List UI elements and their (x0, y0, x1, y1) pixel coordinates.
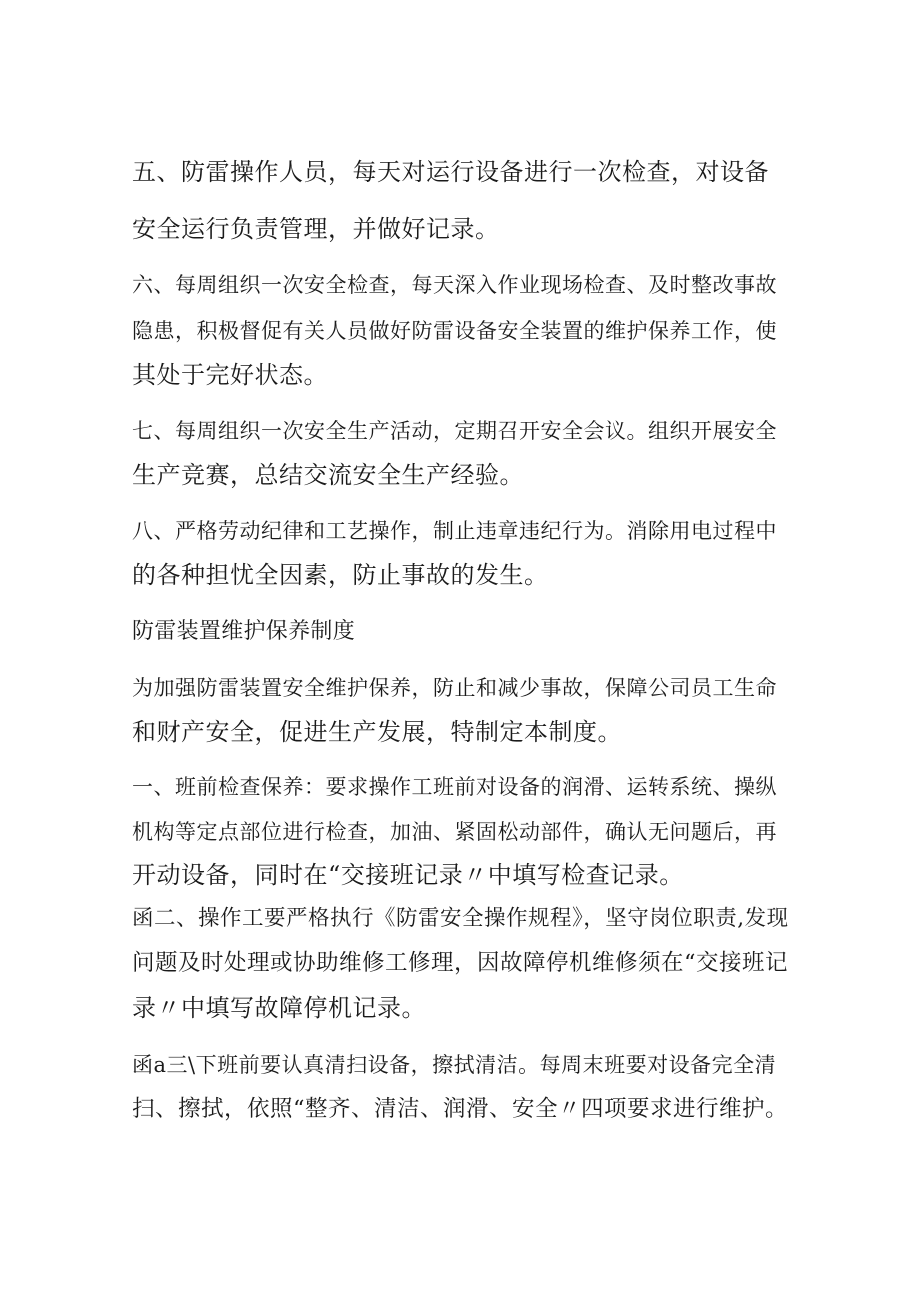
text-line: 开动设备，同时在“交接班记录〃中填写检查记录。 (132, 861, 684, 889)
text-line: 六、每周组织一次安全检查，每天深入作业现场检查、及时整改事故 (132, 273, 777, 297)
text-line: 扫、擦拭，依照“整齐、清洁、润滑、安全〃四项要求进行维护。 (132, 1096, 789, 1122)
text-line: 录〃中填写故障停机记录。 (132, 994, 426, 1022)
text-line: 函a三\下班前要认真清扫设备，擦拭清洁。每周末班要对设备完全清 (132, 1053, 777, 1077)
text-line: 一、班前检查保养：要求操作工班前对设备的润滑、运转系统、操纵 (132, 775, 777, 799)
text-line: 其处于完好状态。 (132, 361, 328, 389)
text-line: 问题及时处理或协助维修工修理，因故障停机维修须在“交接班记 (132, 950, 789, 976)
text-line: 安全运行负责管理，并做好记录。 (132, 215, 500, 243)
text-line: 八、严格劳动纪律和工艺操作，制止违章违纪行为。消除用电过程中 (132, 519, 777, 543)
text-line: 七、每周组织一次安全生产活动，定期召开安全会议。组织开展安全 (132, 419, 777, 443)
text-line: 函二、操作工要严格执行《防雷安全操作规程》，坚守岗位职责,发现 (132, 906, 789, 931)
text-line: 为加强防雷装置安全维护保养，防止和减少事故，保障公司员工生命 (132, 676, 777, 700)
text-line: 和财产安全，促进生产发展，特制定本制度。 (132, 718, 622, 746)
text-line: 的各种担忧全因素，防止事故的发生。 (132, 561, 549, 589)
text-line: 生产竞赛，总结交流安全生产经验。 (132, 461, 524, 489)
text-line: 隐患，积极督促有关人员做好防雷设备安全装置的维护保养工作，使 (132, 319, 777, 343)
section-heading: 防雷装置维护保养制度 (132, 619, 356, 644)
text-line: 机构等定点部位进行检查，加油、紧固松动部件，确认无问题后，再 (132, 820, 777, 844)
text-line: 五、防雷操作人员，每天对运行设备进行一次检查，对设备 (132, 158, 769, 186)
